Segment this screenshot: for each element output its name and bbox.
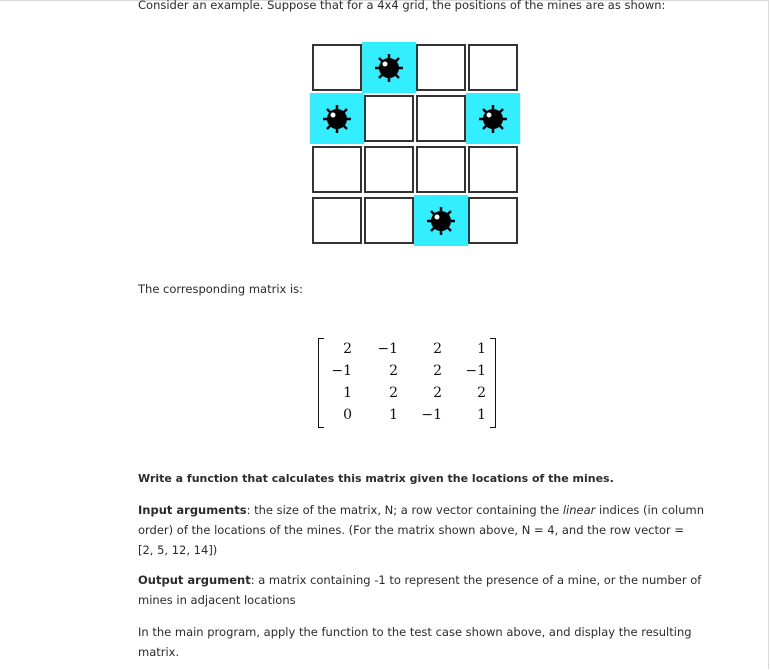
- grid-cell: [310, 144, 364, 195]
- matrix-cell: −1: [377, 341, 398, 357]
- grid-cell: [362, 144, 416, 195]
- matrix-cell: 2: [389, 363, 398, 379]
- grid-cell: [414, 42, 468, 93]
- grid-cell-box: [468, 146, 518, 193]
- main-line-2: matrix.: [138, 645, 180, 659]
- matrix-cell: 2: [433, 341, 442, 357]
- grid-cell-box: [364, 197, 414, 244]
- mine-icon: [374, 53, 404, 83]
- matrix-cell: −1: [465, 363, 486, 379]
- mine-icon: [426, 206, 456, 236]
- grid-cell: [466, 195, 520, 246]
- matrix-cell: 1: [477, 407, 486, 423]
- grid-cell-box: [364, 146, 414, 193]
- input-text-b: indices (in column: [595, 503, 705, 517]
- grid-cell: [310, 93, 364, 144]
- grid-cell-box: [468, 44, 518, 91]
- intro-text: Consider an example. Suppose that for a 4x4 grid, the positions of the mines are as shown:: [138, 0, 666, 12]
- grid-cell-box: [468, 197, 518, 244]
- matrix-cell: 2: [433, 363, 442, 379]
- mine-grid: [310, 42, 518, 246]
- matrix-cell: 1: [477, 341, 486, 357]
- result-matrix: [318, 338, 496, 428]
- grid-cell: [466, 42, 520, 93]
- grid-cell: [310, 42, 364, 93]
- grid-cell-box: [312, 197, 362, 244]
- task-heading: Write a function that calculates this matrix given the locations of the mines.: [138, 472, 614, 485]
- main-line-1: In the main program, apply the function to the test case shown above, and display the resulting: [138, 625, 692, 639]
- matrix-cell: 2: [433, 385, 442, 401]
- matrix-row: [318, 404, 496, 426]
- grid-cell: [466, 93, 520, 144]
- output-line-1: [138, 570, 701, 590]
- grid-cell-box: [312, 146, 362, 193]
- matrix-cell: −1: [331, 363, 352, 379]
- output-label: Output argument: [138, 573, 251, 587]
- grid-cell: [414, 195, 468, 246]
- grid-cell: [362, 195, 416, 246]
- grid-cell: [362, 42, 416, 93]
- grid-cell-box: [416, 44, 466, 91]
- matrix-row: [318, 338, 496, 360]
- mine-icon: [478, 104, 508, 134]
- input-label: Input arguments: [138, 503, 247, 517]
- grid-cell: [414, 93, 468, 144]
- grid-cell-box: [312, 44, 362, 91]
- input-line-3: [2, 5, 12, 14]): [138, 543, 218, 557]
- matrix-cell: −1: [421, 407, 442, 423]
- matrix-cell: 1: [343, 385, 352, 401]
- matrix-row: [318, 360, 496, 382]
- matrix-cell: 2: [343, 341, 352, 357]
- input-line-2: order) of the locations of the mines. (For the matrix shown above, N = 4, and the row vector =: [138, 523, 685, 537]
- grid-cell: [310, 195, 364, 246]
- mine-icon: [322, 104, 352, 134]
- matrix-cell: 0: [343, 407, 352, 423]
- input-text-a: : the size of the matrix, N; a row vector containing the: [246, 503, 563, 517]
- grid-cell-box: [416, 95, 466, 142]
- grid-cell: [362, 93, 416, 144]
- output-text-a: : a matrix containing -1 to represent the presence of a mine, or the number of: [250, 573, 702, 587]
- grid-cell-box: [364, 95, 414, 142]
- matrix-cell: 2: [477, 385, 486, 401]
- matrix-cell: 1: [389, 407, 398, 423]
- input-line-1: [138, 500, 704, 520]
- input-italic: linear: [562, 503, 596, 517]
- output-line-2: mines in adjacent locations: [138, 593, 296, 607]
- matrix-cell: 2: [389, 385, 398, 401]
- corresponding-text: The corresponding matrix is:: [138, 282, 304, 296]
- grid-cell: [414, 144, 468, 195]
- grid-cell: [466, 144, 520, 195]
- matrix-row: [318, 382, 496, 404]
- grid-cell-box: [416, 146, 466, 193]
